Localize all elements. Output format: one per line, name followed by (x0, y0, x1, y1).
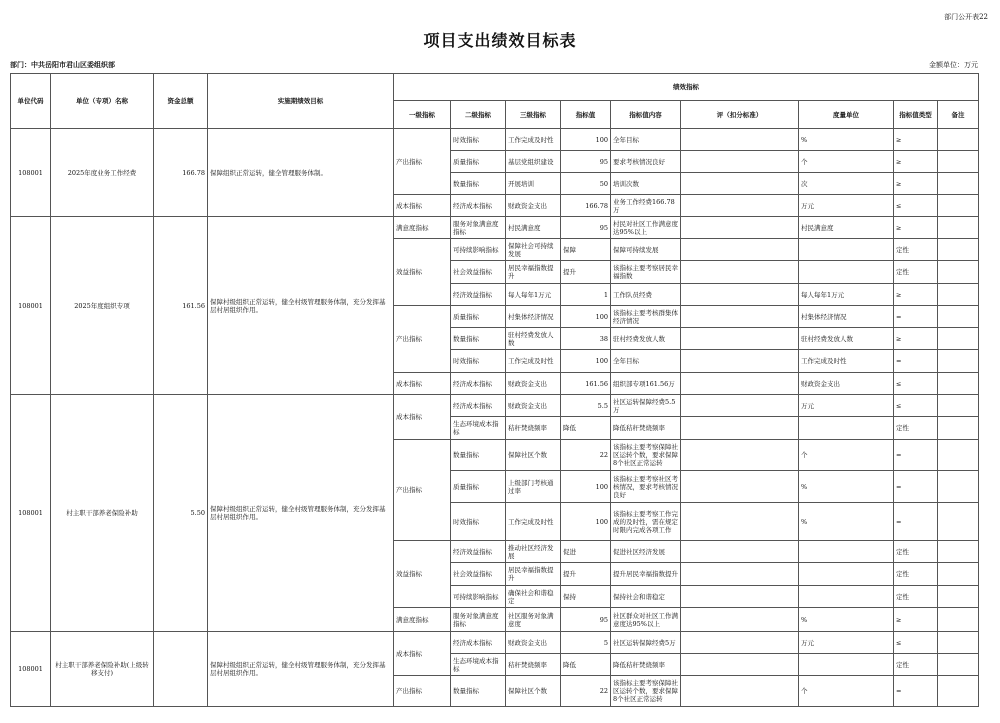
level3-indicator: 工作完成及时性 (506, 503, 561, 541)
level1-indicator: 成本指标 (394, 395, 451, 440)
indicator-content: 工作队员经费 (613, 290, 652, 299)
indicator-value: 161.56 (561, 373, 611, 395)
header-level2: 二级指标 (451, 101, 506, 129)
indicator-content-cell (611, 195, 681, 217)
indicator-content-cell (611, 503, 681, 541)
indicator-content-cell (611, 395, 681, 417)
criteria (681, 373, 799, 395)
measure-unit (799, 541, 894, 563)
goal: 保障村级组织正常运转，健全村级管理服务体制，充分发挥基层村居组织作用。 (208, 632, 394, 707)
level2-indicator: 时效指标 (451, 350, 506, 373)
measure-unit: % (799, 129, 894, 151)
header-level1: 一级指标 (394, 101, 451, 129)
level2-indicator: 经济效益指标 (451, 284, 506, 306)
indicator-content-cell (611, 563, 681, 586)
measure-unit: 工作完成及时性 (799, 350, 894, 373)
criteria (681, 306, 799, 328)
level2-indicator: 社会效益指标 (451, 261, 506, 284)
note (938, 261, 979, 284)
indicator-content-cell (611, 440, 681, 471)
level3-indicator: 财政资金支出 (506, 373, 561, 395)
level1-indicator: 产出指标 (394, 129, 451, 195)
indicator-value: 1 (561, 284, 611, 306)
indicator-content: 该指标主要考察社区考核情况，要求考核情况良好 (613, 474, 678, 499)
indicator-content: 社区群众对社区工作满意度达95%以上 (613, 611, 678, 628)
indicator-content: 社区运转保障经费5万 (613, 638, 676, 647)
indicator-content: 该指标主要考察居民幸福指数 (613, 264, 678, 280)
note (938, 586, 979, 608)
unit-name: 村主职干部养老保险补助 (51, 395, 154, 632)
measure-unit: 驻村经费发放人数 (799, 328, 894, 350)
measure-unit: % (799, 503, 894, 541)
measure-unit: 次 (799, 173, 894, 195)
total-funds: 161.56 (154, 217, 208, 395)
value-type: ≥ (894, 217, 938, 239)
level3-indicator: 村集体经济情况 (506, 306, 561, 328)
level3-indicator: 上级部门考核通过率 (506, 471, 561, 503)
form-number: 部门公开表22 (944, 13, 988, 21)
table-row (11, 395, 979, 417)
level3-indicator: 秸秆焚烧频率 (506, 654, 561, 676)
table-row (11, 217, 979, 239)
indicator-content-cell (611, 350, 681, 373)
indicator-value: 95 (561, 608, 611, 632)
level3-indicator: 村民满意度 (506, 217, 561, 239)
level2-indicator: 质量指标 (451, 471, 506, 503)
level2-indicator: 时效指标 (451, 129, 506, 151)
criteria (681, 471, 799, 503)
indicator-value: 166.78 (561, 195, 611, 217)
level3-indicator: 驻村经费发放人数 (506, 328, 561, 350)
criteria (681, 173, 799, 195)
note (938, 195, 979, 217)
criteria (681, 239, 799, 261)
indicator-content-cell (611, 129, 681, 151)
value-type: = (894, 676, 938, 707)
goal: 保障村级组织正常运转，健全村级管理服务体制，充分发挥基层村居组织作用。 (208, 217, 394, 395)
level3-indicator: 秸秆焚烧频率 (506, 417, 561, 440)
indicator-content: 全年目标 (613, 135, 639, 144)
level1-indicator: 产出指标 (394, 306, 451, 373)
note (938, 239, 979, 261)
indicator-content-cell (611, 328, 681, 350)
unit-name: 2025年度组织专项 (51, 217, 154, 395)
level2-indicator: 经济成本指标 (451, 373, 506, 395)
level2-indicator: 服务对象满意度指标 (451, 217, 506, 239)
value-type: ≥ (894, 173, 938, 195)
note (938, 284, 979, 306)
header-content: 指标值内容 (611, 101, 681, 129)
level3-indicator: 居民幸福指数提升 (506, 261, 561, 284)
value-type: 定性 (894, 417, 938, 440)
indicator-value: 保持 (561, 586, 611, 608)
level2-indicator: 生态环境成本指标 (451, 417, 506, 440)
indicator-value: 100 (561, 129, 611, 151)
level3-indicator: 推动社区经济发展 (506, 541, 561, 563)
note (938, 151, 979, 173)
goal: 保障组织正常运转，健全管理服务体制。 (208, 129, 394, 217)
goal: 保障村级组织正常运转，健全村级管理服务体制，充分发挥基层村居组织作用。 (208, 395, 394, 632)
note (938, 306, 979, 328)
value-type: = (894, 471, 938, 503)
measure-unit (799, 261, 894, 284)
value-type: ≤ (894, 195, 938, 217)
criteria (681, 261, 799, 284)
header-total-funds: 资金总额 (154, 74, 208, 129)
indicator-value: 50 (561, 173, 611, 195)
note (938, 373, 979, 395)
measure-unit: 万元 (799, 195, 894, 217)
indicator-value: 保障 (561, 239, 611, 261)
value-type: ≥ (894, 151, 938, 173)
criteria (681, 129, 799, 151)
level2-indicator: 时效指标 (451, 503, 506, 541)
header-unit-name: 单位（专项）名称 (51, 74, 154, 129)
total-funds: 5.50 (154, 395, 208, 632)
indicator-content: 要求考核情况良好 (613, 157, 665, 166)
criteria (681, 586, 799, 608)
indicator-content-cell (611, 261, 681, 284)
value-type: ≤ (894, 395, 938, 417)
indicator-value: 95 (561, 217, 611, 239)
measure-unit (799, 417, 894, 440)
level3-indicator: 保障社会可持续发展 (506, 239, 561, 261)
table-row (11, 129, 979, 151)
note (938, 173, 979, 195)
criteria (681, 395, 799, 417)
indicator-value: 95 (561, 151, 611, 173)
value-type: = (894, 440, 938, 471)
level3-indicator: 保障社区个数 (506, 676, 561, 707)
measure-unit (799, 586, 894, 608)
header-goal: 实施期绩效目标 (208, 74, 394, 129)
level3-indicator: 居民幸福指数提升 (506, 563, 561, 586)
level3-indicator: 保障社区个数 (506, 440, 561, 471)
unit-code: 108001 (11, 217, 51, 395)
value-type: ≥ (894, 608, 938, 632)
indicator-content: 保障可持续发展 (613, 245, 659, 254)
indicator-value: 100 (561, 350, 611, 373)
indicator-content-cell (611, 151, 681, 173)
indicator-content: 提升居民幸福指数提升 (613, 570, 678, 578)
criteria (681, 151, 799, 173)
level2-indicator: 经济成本指标 (451, 632, 506, 654)
table-row (11, 632, 979, 654)
measure-unit: 个 (799, 440, 894, 471)
measure-unit: 个 (799, 151, 894, 173)
indicator-value: 38 (561, 328, 611, 350)
indicator-content: 全年目标 (613, 357, 639, 365)
indicator-content: 该指标主要考察保障社区运转个数，要求保障8个社区正常运转 (613, 679, 678, 703)
level1-indicator: 产出指标 (394, 676, 451, 707)
value-type: ≥ (894, 284, 938, 306)
criteria (681, 440, 799, 471)
indicator-content: 保持社会和谐稳定 (613, 592, 665, 601)
indicator-content-cell (611, 284, 681, 306)
unit-name: 2025年度业务工作经费 (51, 129, 154, 217)
indicator-content: 降低秸秆焚烧频率 (613, 660, 665, 669)
level1-indicator: 产出指标 (394, 440, 451, 541)
level3-indicator: 基层党组织建设 (506, 151, 561, 173)
indicator-value: 100 (561, 471, 611, 503)
unit-code: 108001 (11, 632, 51, 707)
value-type: 定性 (894, 654, 938, 676)
criteria (681, 676, 799, 707)
measure-unit: 村集体经济情况 (799, 306, 894, 328)
criteria (681, 417, 799, 440)
note (938, 503, 979, 541)
note (938, 350, 979, 373)
level1-indicator: 效益指标 (394, 239, 451, 306)
indicator-content: 该指标主要考察保障社区运转个数，要求保障8个社区正常运转 (613, 443, 678, 467)
indicator-value: 降低 (561, 417, 611, 440)
note (938, 676, 979, 707)
value-type: = (894, 503, 938, 541)
level2-indicator: 生态环境成本指标 (451, 654, 506, 676)
criteria (681, 284, 799, 306)
indicator-content: 该指标主要考察工作完成的及时性，需在规定时限内完成各项工作 (613, 509, 678, 534)
criteria (681, 654, 799, 676)
note (938, 129, 979, 151)
indicator-value: 促进 (561, 541, 611, 563)
value-type: 定性 (894, 541, 938, 563)
indicator-value: 22 (561, 440, 611, 471)
value-type: = (894, 306, 938, 328)
header-measure: 度量单位 (799, 101, 894, 129)
indicator-value: 5.5 (561, 395, 611, 417)
value-type: 定性 (894, 563, 938, 586)
criteria (681, 328, 799, 350)
indicator-content: 培训次数 (613, 179, 639, 188)
level3-indicator: 确保社会和谐稳定 (506, 586, 561, 608)
indicator-value: 100 (561, 503, 611, 541)
level3-indicator: 每人每年1万元 (506, 284, 561, 306)
level2-indicator: 服务对象满意度指标 (451, 608, 506, 632)
note (938, 608, 979, 632)
page-title: 项目支出绩效目标表 (423, 31, 577, 50)
measure-unit (799, 654, 894, 676)
indicator-content-cell (611, 471, 681, 503)
header-type: 指标值类型 (894, 101, 938, 129)
indicator-content: 社区运转保障经费5.5万 (613, 397, 676, 414)
level2-indicator: 数量指标 (451, 440, 506, 471)
note (938, 563, 979, 586)
indicator-content: 驻村经费发放人数 (613, 334, 665, 343)
measure-unit: % (799, 608, 894, 632)
header-unit-code: 单位代码 (11, 74, 51, 129)
indicator-value: 提升 (561, 563, 611, 586)
indicator-value: 22 (561, 676, 611, 707)
indicator-content: 该指标主要考核群集体经济情况 (613, 308, 678, 325)
level3-indicator: 社区服务对象满意度 (506, 608, 561, 632)
criteria (681, 350, 799, 373)
performance-table (10, 73, 979, 707)
indicator-content: 业务工作经费166.78万 (613, 197, 675, 214)
level1-indicator: 效益指标 (394, 541, 451, 608)
total-funds (154, 632, 208, 707)
level2-indicator: 质量指标 (451, 151, 506, 173)
level3-indicator: 财政资金支出 (506, 195, 561, 217)
measure-unit: 个 (799, 676, 894, 707)
header-criteria: 评（扣分标准） (681, 101, 799, 129)
amount-unit-label: 金额单位：万元 (929, 61, 978, 69)
indicator-content-cell (611, 173, 681, 195)
criteria (681, 563, 799, 586)
criteria (681, 195, 799, 217)
level1-indicator: 成本指标 (394, 195, 451, 217)
indicator-content: 促进社区经济发展 (613, 547, 665, 556)
level3-indicator: 工作完成及时性 (506, 350, 561, 373)
level2-indicator: 数量指标 (451, 173, 506, 195)
indicator-content-cell (611, 541, 681, 563)
criteria (681, 217, 799, 239)
header-value: 指标值 (561, 101, 611, 129)
level3-indicator: 开展培训 (506, 173, 561, 195)
header-level3: 三级指标 (506, 101, 561, 129)
value-type: 定性 (894, 261, 938, 284)
value-type: ≥ (894, 129, 938, 151)
unit-code: 108001 (11, 395, 51, 632)
note (938, 654, 979, 676)
indicator-content: 降低秸秆焚烧频率 (613, 424, 665, 432)
level2-indicator: 数量指标 (451, 676, 506, 707)
indicator-content-cell (611, 586, 681, 608)
measure-unit: 财政资金支出 (799, 373, 894, 395)
measure-unit (799, 239, 894, 261)
note (938, 632, 979, 654)
note (938, 217, 979, 239)
indicator-content-cell (611, 676, 681, 707)
measure-unit: % (799, 471, 894, 503)
department-label: 部门：中共岳阳市君山区委组织部 (10, 60, 115, 69)
level2-indicator: 经济成本指标 (451, 195, 506, 217)
value-type: ≤ (894, 373, 938, 395)
indicator-content: 组织部专项161.56万 (613, 379, 675, 388)
indicator-value: 降低 (561, 654, 611, 676)
value-type: ≤ (894, 632, 938, 654)
indicator-content: 村民对社区工作满意度达95%以上 (613, 219, 678, 236)
criteria (681, 541, 799, 563)
level2-indicator: 经济成本指标 (451, 395, 506, 417)
indicator-content-cell (611, 632, 681, 654)
value-type: 定性 (894, 239, 938, 261)
indicator-content-cell (611, 373, 681, 395)
measure-unit: 万元 (799, 632, 894, 654)
criteria (681, 503, 799, 541)
indicator-content-cell (611, 306, 681, 328)
note (938, 328, 979, 350)
value-type: ≥ (894, 328, 938, 350)
measure-unit: 万元 (799, 395, 894, 417)
indicator-value: 5 (561, 632, 611, 654)
measure-unit: 每人每年1万元 (799, 284, 894, 306)
header-perf: 绩效指标 (394, 74, 979, 101)
indicator-content-cell (611, 417, 681, 440)
level1-indicator: 成本指标 (394, 373, 451, 395)
indicator-value: 100 (561, 306, 611, 328)
indicator-content-cell (611, 654, 681, 676)
level3-indicator: 财政资金支出 (506, 632, 561, 654)
note (938, 471, 979, 503)
criteria (681, 632, 799, 654)
value-type: = (894, 350, 938, 373)
note (938, 541, 979, 563)
note (938, 440, 979, 471)
value-type: 定性 (894, 586, 938, 608)
level3-indicator: 财政资金支出 (506, 395, 561, 417)
indicator-content-cell (611, 608, 681, 632)
total-funds: 166.78 (154, 129, 208, 217)
level2-indicator: 社会效益指标 (451, 563, 506, 586)
level2-indicator: 可持续影响指标 (451, 586, 506, 608)
criteria (681, 608, 799, 632)
level2-indicator: 数量指标 (451, 328, 506, 350)
indicator-value: 提升 (561, 261, 611, 284)
level3-indicator: 工作完成及时性 (506, 129, 561, 151)
level2-indicator: 经济效益指标 (451, 541, 506, 563)
measure-unit: 村民满意度 (799, 217, 894, 239)
indicator-content-cell (611, 239, 681, 261)
level2-indicator: 质量指标 (451, 306, 506, 328)
level2-indicator: 可持续影响指标 (451, 239, 506, 261)
level1-indicator: 成本指标 (394, 632, 451, 676)
header-note: 备注 (938, 101, 979, 129)
measure-unit (799, 563, 894, 586)
note (938, 417, 979, 440)
indicator-content-cell (611, 217, 681, 239)
note (938, 395, 979, 417)
level1-indicator: 满意度指标 (394, 608, 451, 632)
unit-name: 村主职干部养老保险补助(上级转移支付) (51, 632, 154, 707)
level1-indicator: 满意度指标 (394, 217, 451, 239)
unit-code: 108001 (11, 129, 51, 217)
